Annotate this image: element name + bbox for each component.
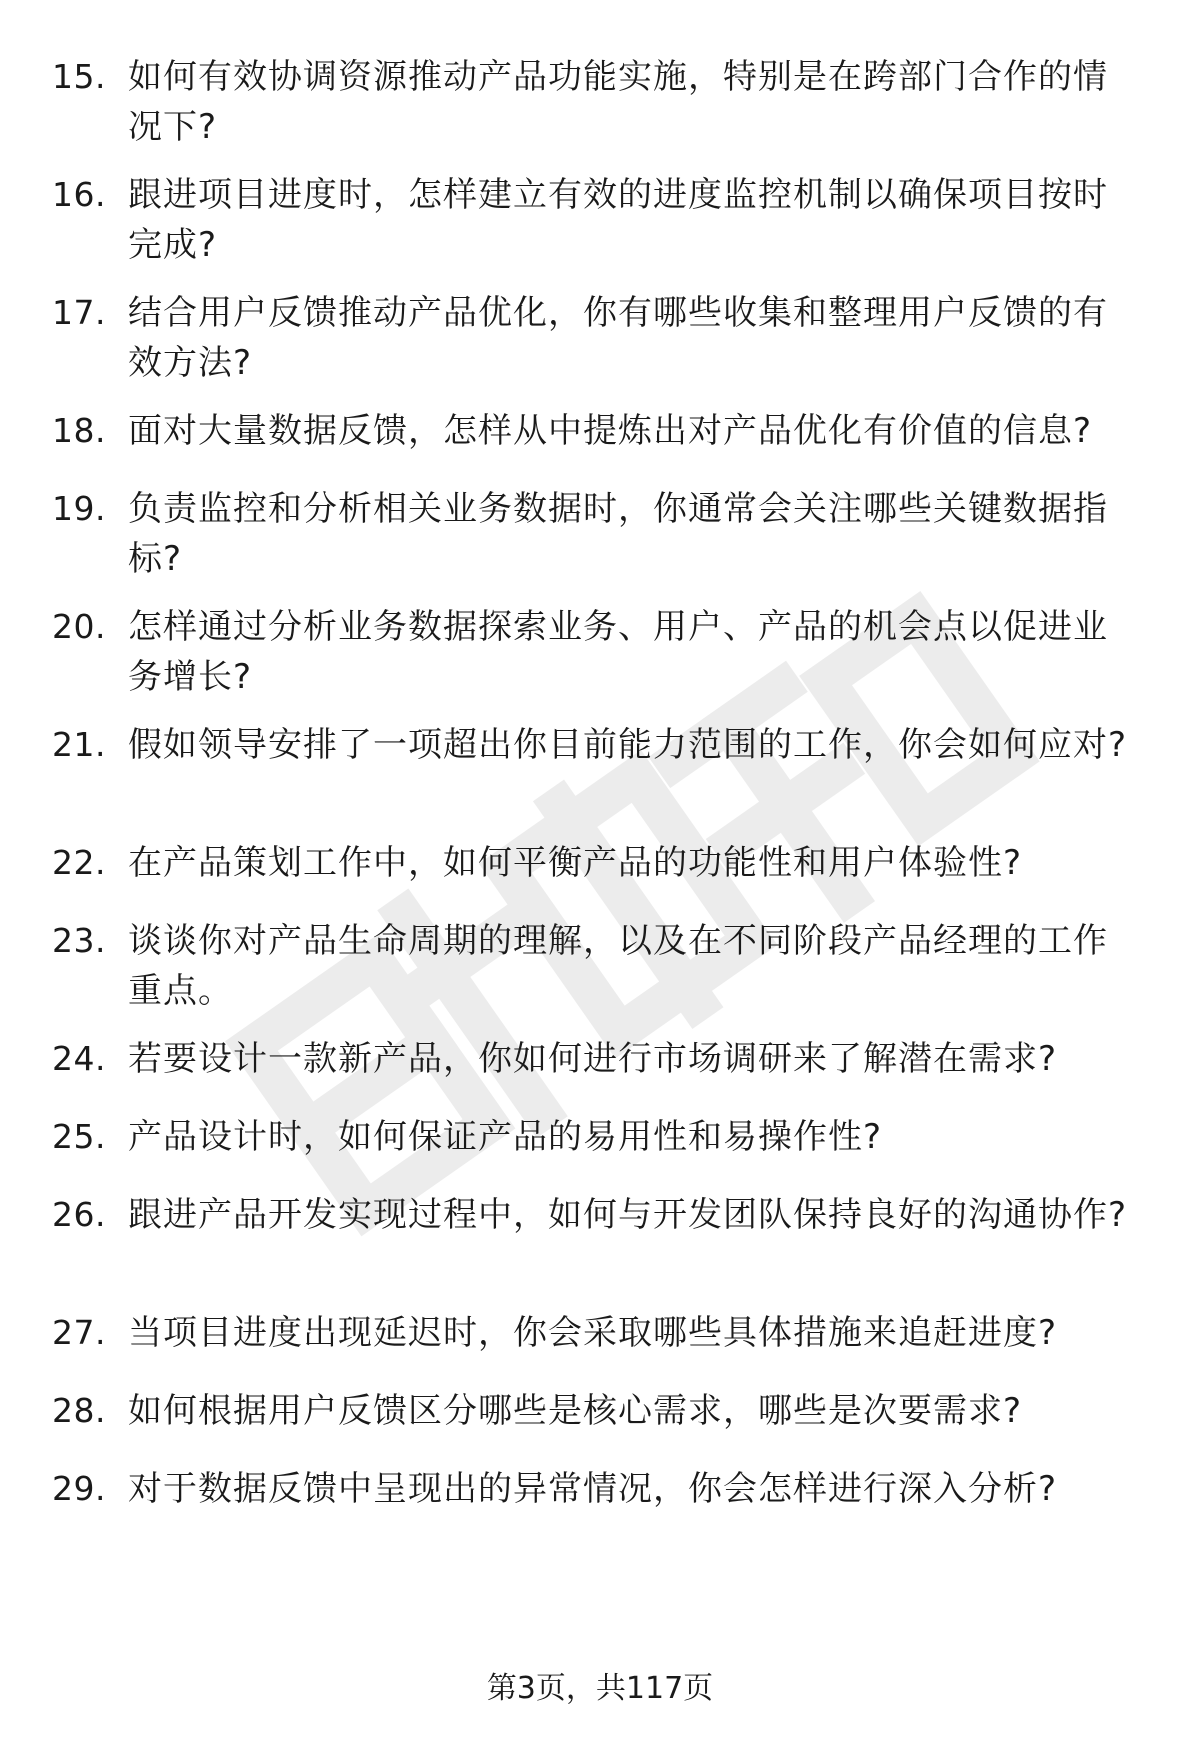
question-text: 面对大量数据反馈，怎样从中提炼出对产品优化有价值的信息? [128,411,1093,451]
question-text: 怎样通过分析业务数据探索业务、用户、产品的机会点以促进业务增长? [128,607,1108,697]
question-number: 17. [52,293,106,332]
question-number: 20. [52,607,106,646]
question-number: 21. [52,725,106,764]
question-text: 结合用户反馈推动产品优化，你有哪些收集和整理用户反馈的有效方法? [128,293,1108,383]
question-number: 25. [52,1117,106,1156]
question-text: 负责监控和分析相关业务数据时，你通常会关注哪些关键数据指标? [128,489,1108,579]
question-number: 28. [52,1391,106,1430]
question-text: 对于数据反馈中呈现出的异常情况，你会怎样进行深入分析? [128,1469,1058,1509]
question-number: 22. [52,843,106,882]
question-number: 26. [52,1195,106,1234]
question-text: 跟进产品开发实现过程中，如何与开发团队保持良好的沟通协作? [128,1195,1128,1235]
question-text: 如何根据用户反馈区分哪些是核心需求，哪些是次要需求? [128,1391,1023,1431]
question-text: 跟进项目进度时，怎样建立有效的进度监控机制以确保项目按时完成? [128,175,1108,265]
question-text: 如何有效协调资源推动产品功能实施，特别是在跨部门合作的情况下? [128,57,1108,147]
question-number: 15. [52,57,106,96]
question-number: 29. [52,1469,106,1508]
question-number: 23. [52,921,106,960]
question-number: 24. [52,1039,106,1078]
question-text: 假如领导安排了一项超出你目前能力范围的工作，你会如何应对? [128,725,1128,765]
question-text: 产品设计时，如何保证产品的易用性和易操作性? [128,1117,883,1157]
question-text: 当项目进度出现延迟时，你会采取哪些具体措施来追赶进度? [128,1313,1058,1353]
question-text: 谈谈你对产品生命周期的理解，以及在不同阶段产品经理的工作重点。 [128,921,1108,1011]
page-number: 第3页，共117页 [486,1671,714,1706]
question-number: 18. [52,411,106,450]
question-number: 16. [52,175,106,214]
question-number: 27. [52,1313,106,1352]
question-number: 19. [52,489,106,528]
question-text: 在产品策划工作中，如何平衡产品的功能性和用户体验性? [128,843,1023,883]
question-text: 若要设计一款新产品，你如何进行市场调研来了解潜在需求? [128,1039,1058,1079]
